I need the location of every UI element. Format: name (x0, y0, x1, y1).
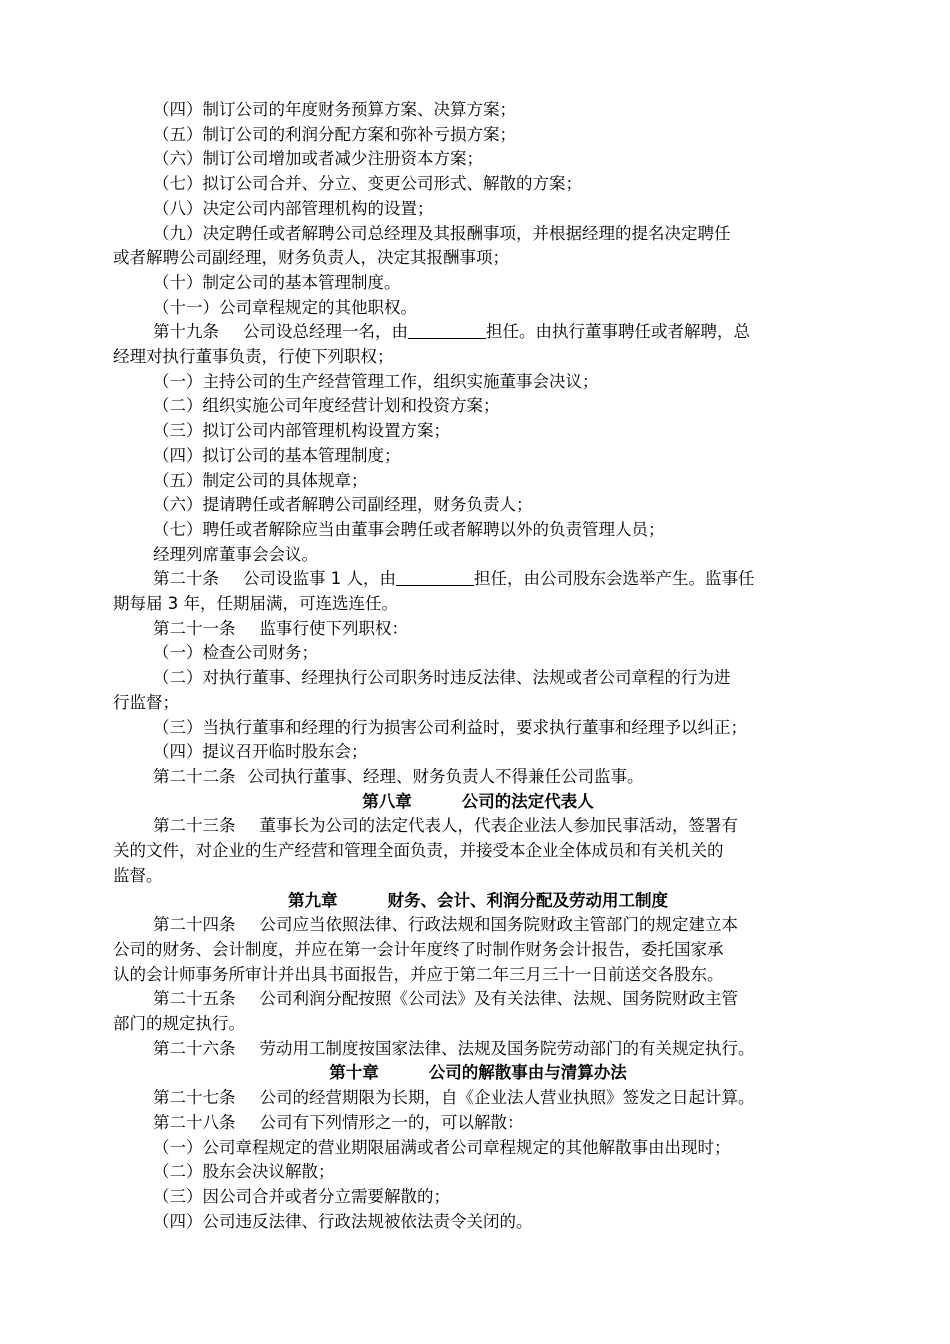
clause-line: （二）股东会决议解散； (153, 1162, 335, 1182)
article-label: 第二十四条 (153, 915, 236, 935)
article-text: 公司利润分配按照《公司法》及有关法律、法规、国务院财政主管 (259, 989, 738, 1009)
clause-line: （八）决定公司内部管理机构的设置； (153, 198, 434, 218)
article-22 (113, 765, 843, 790)
clause-line: （四）公司违反法律、行政法规被依法责令关闭的。 (153, 1211, 533, 1231)
article-19 (113, 320, 843, 345)
clause-line: （一）主持公司的生产经营管理工作，组织实施董事会决议； (153, 371, 599, 391)
article-text-continued: 经理对执行董事负责，行使下列职权； (113, 347, 394, 367)
clause-line: （四）拟订公司的基本管理制度； (153, 445, 401, 465)
article-label: 第二十二条 (153, 766, 236, 786)
fill-blank (396, 569, 474, 586)
document-page (113, 98, 843, 1234)
clause-line: （五）制定公司的具体规章； (153, 470, 368, 490)
clause-line: （一）检查公司财务； (153, 643, 318, 663)
chapter-title: 财务、会计、利润分配及劳动用工制度 (387, 890, 668, 910)
chapter-title: 公司的法定代表人 (461, 791, 594, 811)
article-label: 第二十五条 (153, 989, 236, 1009)
clause-line: （二）组织实施公司年度经营计划和投资方案； (153, 396, 500, 416)
article-text-continued: 公司的财务、会计制度，并应在第一会计年度终了时制作财务会计报告，委托国家承 (113, 939, 724, 959)
chapter-10-heading (113, 1061, 843, 1086)
chapter-8-heading (113, 790, 843, 815)
clause-line: （一）公司章程规定的营业期限届满或者公司章程规定的其他解散事由出现时； (153, 1137, 731, 1157)
clause-line: （六）制订公司增加或者减少注册资本方案； (153, 149, 483, 169)
article-text-continued: 期每届 3 年，任期届满，可连选连任。 (113, 594, 398, 614)
fill-blank (408, 322, 486, 339)
article-text: 担任，由公司股东会选举产生。监事任 (474, 569, 755, 589)
article-text-continued: 监督。 (113, 865, 163, 885)
clause-line: （十）制定公司的基本管理制度。 (153, 272, 401, 292)
article-text-continued: 部门的规定执行。 (113, 1014, 245, 1034)
article-text: 监事行使下列职权： (259, 618, 408, 638)
clause-line: （七）聘任或者解除应当由董事会聘任或者解聘以外的负责管理人员； (153, 519, 665, 539)
clause-line-continued: 行监督； (113, 692, 179, 712)
clause-line: （十一）公司章程规定的其他职权。 (153, 297, 417, 317)
article-text: 担任。由执行董事聘任或者解聘，总 (486, 322, 750, 342)
clause-line: （四）制订公司的年度财务预算方案、决算方案； (153, 100, 516, 119)
article-text: 公司有下列情形之一的，可以解散： (259, 1112, 524, 1132)
article-label: 第十九条 (153, 322, 219, 342)
clause-line: （五）制订公司的利润分配方案和弥补亏损方案； (153, 124, 516, 144)
clause-line: （七）拟订公司合并、分立、变更公司形式、解散的方案； (153, 174, 582, 194)
article-text: 公司应当依照法律、行政法规和国务院财政主管部门的规定建立本 (259, 915, 738, 935)
article-25 (113, 987, 843, 1012)
article-28 (113, 1111, 843, 1136)
article-text: 劳动用工制度按国家法律、法规及国务院劳动部门的有关规定执行。 (259, 1038, 755, 1058)
clause-line: （九）决定聘任或者解聘公司总经理及其报酬事项，并根据经理的提名决定聘任 (153, 223, 731, 243)
article-label: 第二十七条 (153, 1088, 236, 1108)
chapter-number: 第十章 (329, 1063, 379, 1083)
article-text: 公司设监事 1 人，由 (243, 569, 396, 589)
chapter-number: 第八章 (362, 791, 412, 811)
clause-line: （四）提议召开临时股东会； (153, 742, 368, 762)
clause-line: （六）提请聘任或者解聘公司副经理，财务负责人； (153, 495, 533, 515)
clause-line-continued: 或者解聘公司副经理，财务负责人，决定其报酬事项； (113, 248, 509, 268)
clause-line: （二）对执行董事、经理执行公司职务时违反法律、法规或者公司章程的行为进 (153, 668, 731, 688)
clause-line: （三）当执行董事和经理的行为损害公司利益时，要求执行董事和经理予以纠正； (153, 717, 747, 737)
clause-line: （三）因公司合并或者分立需要解散的； (153, 1186, 450, 1206)
article-23 (113, 814, 843, 839)
article-label: 第二十八条 (153, 1112, 236, 1132)
chapter-9-heading (113, 889, 843, 914)
article-27 (113, 1086, 843, 1111)
article-text: 公司设总经理一名，由 (243, 322, 408, 342)
article-text: 董事长为公司的法定代表人，代表企业法人参加民事活动，签署有 (259, 816, 738, 836)
article-text-continued: 认的会计师事务所审计并出具书面报告，并应于第二年三月三十一日前送交各股东。 (113, 964, 724, 984)
article-label: 第二十条 (153, 569, 219, 589)
article-text-continued: 关的文件，对企业的生产经营和管理全面负责，并接受本企业全体成员和有关机关的 (113, 841, 724, 861)
article-21 (113, 617, 843, 642)
article-text: 公司的经营期限为长期，自《企业法人营业执照》签发之日起计算。 (259, 1088, 755, 1108)
chapter-title: 公司的解散事由与清算办法 (428, 1063, 627, 1083)
article-26 (113, 1037, 843, 1062)
article-label: 第二十三条 (153, 816, 236, 836)
chapter-number: 第九章 (288, 890, 338, 910)
article-label: 第二十一条 (153, 618, 236, 638)
article-label: 第二十六条 (153, 1038, 236, 1058)
article-20 (113, 567, 843, 592)
article-24 (113, 913, 843, 938)
article-text: 公司执行董事、经理、财务负责人不得兼任公司监事。 (247, 766, 644, 786)
clause-line: 经理列席董事会会议。 (153, 544, 318, 564)
clause-line: （三）拟订公司内部管理机构设置方案； (153, 421, 450, 441)
